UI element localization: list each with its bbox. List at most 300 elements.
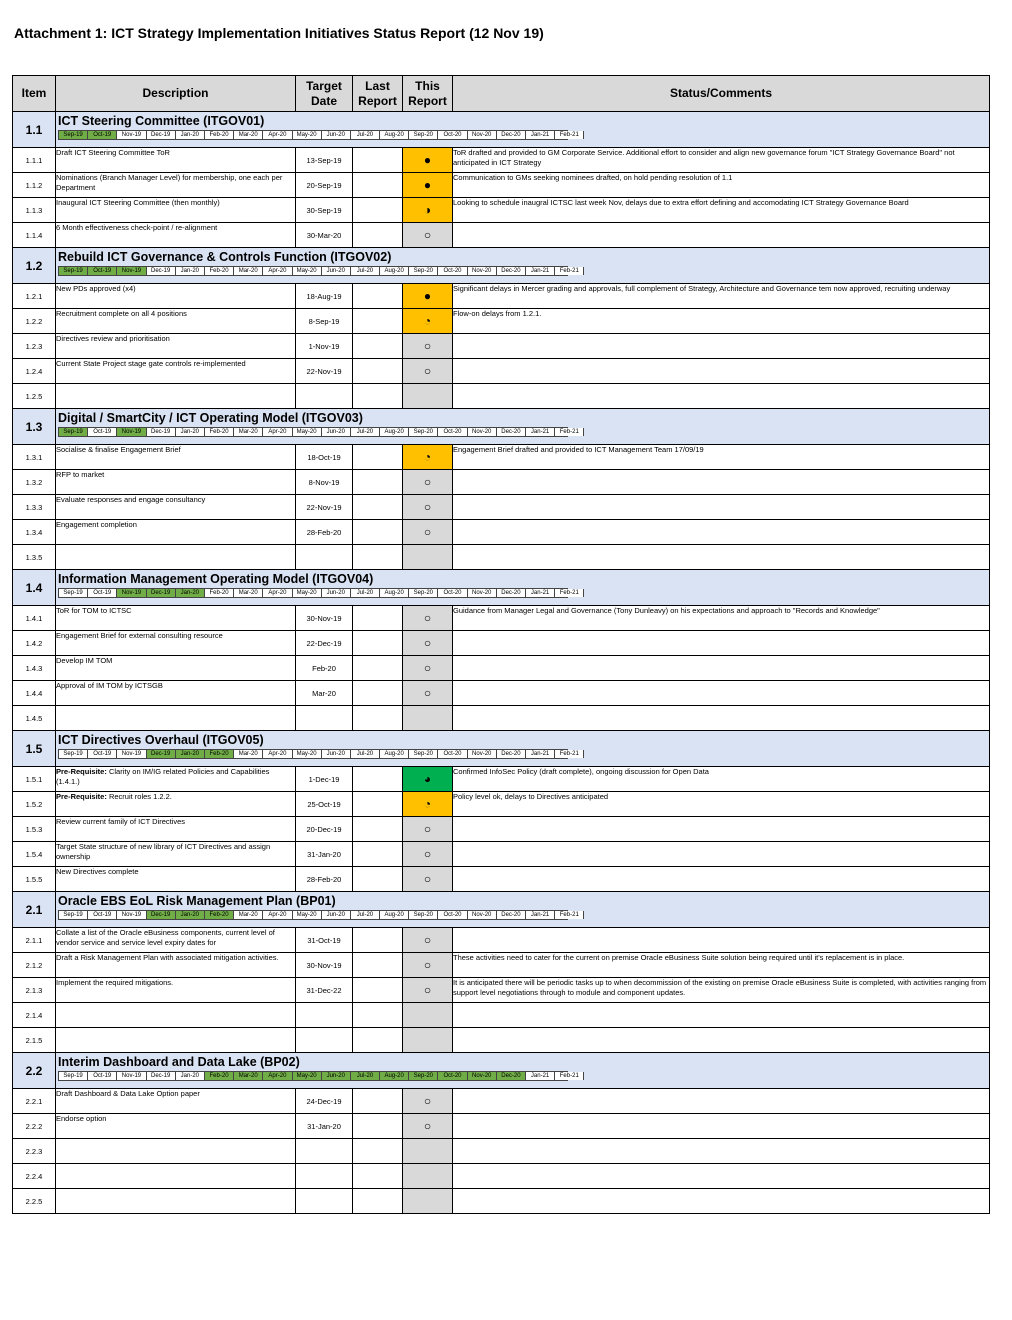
- target-date: 22-Dec-19: [296, 631, 353, 656]
- timeline-month: Mar-20: [234, 750, 263, 758]
- timeline-month: Feb-21: [555, 131, 584, 139]
- status-three-quarter-icon: ◕: [423, 772, 432, 786]
- status-comment: [453, 656, 990, 681]
- item-number: 1.3.4: [13, 520, 56, 545]
- section-number: 1.3: [13, 409, 56, 445]
- item-number: 1.1.3: [13, 198, 56, 223]
- last-report-cell: [353, 173, 403, 198]
- status-comment: [453, 470, 990, 495]
- timeline-month: Jan-20: [176, 1072, 205, 1080]
- timeline-month: Dec-19: [147, 428, 176, 436]
- target-date: [296, 1139, 353, 1164]
- status-comment: [453, 867, 990, 892]
- timeline-month: Apr-20: [263, 1072, 292, 1080]
- last-report-cell: [353, 198, 403, 223]
- description-text: Endorse option: [56, 1114, 107, 1123]
- timeline-month: Nov-19: [117, 911, 146, 919]
- item-description: [56, 1114, 296, 1139]
- timeline-months: [58, 588, 579, 598]
- status-empty-icon: ○: [423, 500, 432, 514]
- timeline-month: Jun-20: [322, 1072, 351, 1080]
- item-description: [56, 384, 296, 409]
- item-description: [56, 495, 296, 520]
- timeline-month: Jun-20: [322, 911, 351, 919]
- description-text: Engagement Brief for external consulting resource: [56, 631, 223, 640]
- section-header-row: [13, 1053, 990, 1089]
- item-number: 1.2.4: [13, 359, 56, 384]
- timeline-month: Oct-20: [438, 589, 467, 597]
- prerequisite-label: Pre-Requisite:: [56, 792, 107, 801]
- target-date: 30-Mar-20: [296, 223, 353, 248]
- table-row: [13, 309, 990, 334]
- timeline-month: Oct-20: [438, 131, 467, 139]
- timeline-month: Oct-20: [438, 750, 467, 758]
- status-quarter-icon: ◔: [423, 450, 432, 464]
- timeline-month: Feb-20: [205, 1072, 234, 1080]
- timeline-month: Dec-19: [147, 589, 176, 597]
- last-report-cell: [353, 470, 403, 495]
- item-description: [56, 1089, 296, 1114]
- description-text: 6 Month effectiveness check-point / re-alignment: [56, 223, 218, 232]
- header-item: Item: [13, 76, 56, 112]
- last-report-cell: [353, 631, 403, 656]
- item-description: [56, 1139, 296, 1164]
- timeline-month: Mar-20: [234, 131, 263, 139]
- this-report-cell: [403, 606, 453, 631]
- status-comment: [453, 1028, 990, 1053]
- target-date: 28-Feb-20: [296, 520, 353, 545]
- item-description: [56, 198, 296, 223]
- status-comment: [453, 681, 990, 706]
- status-report-table: [12, 75, 990, 1214]
- section-title: ICT Directives Overhaul (ITGOV05): [58, 733, 264, 747]
- description-text: Collate a list of the Oracle eBusiness components, current level of vendor service and service level expiry dates for: [56, 928, 275, 947]
- timeline-month: Nov-19: [117, 428, 146, 436]
- status-comment: [453, 495, 990, 520]
- last-report-cell: [353, 1139, 403, 1164]
- target-date: 28-Feb-20: [296, 867, 353, 892]
- item-number: 1.3.2: [13, 470, 56, 495]
- target-date: [296, 1003, 353, 1028]
- item-number: 1.2.3: [13, 334, 56, 359]
- this-report-cell: [403, 520, 453, 545]
- timeline-month: Dec-19: [147, 911, 176, 919]
- target-date: 30-Nov-19: [296, 953, 353, 978]
- item-description: [56, 867, 296, 892]
- item-description: [56, 1003, 296, 1028]
- status-empty-icon: ○: [423, 983, 432, 997]
- status-empty-icon: ○: [423, 1119, 432, 1133]
- table-row: [13, 198, 990, 223]
- status-empty-icon: ○: [423, 228, 432, 242]
- header-this-report: This Report: [403, 76, 453, 112]
- section-header: [56, 1053, 990, 1089]
- timeline-month: Nov-20: [468, 267, 497, 275]
- this-report-cell: [403, 1003, 453, 1028]
- table-row: [13, 1139, 990, 1164]
- description-text: Draft Dashboard & Data Lake Option paper: [56, 1089, 200, 1098]
- item-number: 1.5.2: [13, 792, 56, 817]
- section-title: Information Management Operating Model (ITGOV04): [58, 572, 374, 586]
- table-row: [13, 1164, 990, 1189]
- item-description: [56, 545, 296, 570]
- section-header: [56, 112, 990, 148]
- timeline-month: Oct-19: [88, 911, 117, 919]
- this-report-cell: [403, 953, 453, 978]
- timeline-month: Apr-20: [263, 750, 292, 758]
- last-report-cell: [353, 445, 403, 470]
- timeline-months: [58, 1071, 579, 1081]
- section-header: [56, 248, 990, 284]
- table-row: [13, 928, 990, 953]
- item-description: [56, 334, 296, 359]
- timeline-month: Mar-20: [234, 589, 263, 597]
- target-date: 20-Dec-19: [296, 817, 353, 842]
- timeline-month: Aug-20: [380, 267, 409, 275]
- timeline-month: Feb-21: [555, 589, 584, 597]
- this-report-cell: [403, 545, 453, 570]
- item-number: 1.5.5: [13, 867, 56, 892]
- description-text: Recruitment complete on all 4 positions: [56, 309, 187, 318]
- item-description: [56, 223, 296, 248]
- table-row: [13, 978, 990, 1003]
- this-report-cell: [403, 173, 453, 198]
- item-number: 2.1.2: [13, 953, 56, 978]
- last-report-cell: [353, 359, 403, 384]
- item-number: 1.2.5: [13, 384, 56, 409]
- this-report-cell: [403, 792, 453, 817]
- timeline-month: Feb-20: [205, 131, 234, 139]
- target-date: 1-Dec-19: [296, 767, 353, 792]
- table-row: [13, 1003, 990, 1028]
- this-report-cell: [403, 148, 453, 173]
- timeline-month: Dec-19: [147, 1072, 176, 1080]
- status-empty-icon: ○: [423, 822, 432, 836]
- last-report-cell: [353, 681, 403, 706]
- timeline-month: Jan-20: [176, 131, 205, 139]
- timeline-month: Jun-20: [322, 750, 351, 758]
- timeline-month: Jan-21: [526, 428, 555, 436]
- timeline-month: Mar-20: [234, 267, 263, 275]
- timeline-month: Oct-19: [88, 1072, 117, 1080]
- table-row: [13, 817, 990, 842]
- item-description: [56, 173, 296, 198]
- last-report-cell: [353, 1089, 403, 1114]
- status-comment: Engagement Brief drafted and provided to ICT Management Team 17/09/19: [453, 445, 990, 470]
- item-description: [56, 817, 296, 842]
- table-row: [13, 706, 990, 731]
- this-report-cell: [403, 470, 453, 495]
- target-date: 18-Aug-19: [296, 284, 353, 309]
- timeline-months: [58, 910, 579, 920]
- status-empty-icon: ○: [423, 958, 432, 972]
- last-report-cell: [353, 792, 403, 817]
- section-header: [56, 570, 990, 606]
- timeline-month: Nov-20: [468, 750, 497, 758]
- timeline-month: Apr-20: [263, 131, 292, 139]
- status-comment: [453, 1114, 990, 1139]
- status-comment: Guidance from Manager Legal and Governance (Tony Dunleavy) on his expectations and approach to "Records and Knowledge": [453, 606, 990, 631]
- status-empty-icon: ○: [423, 364, 432, 378]
- item-number: 1.1.2: [13, 173, 56, 198]
- target-date: 1-Nov-19: [296, 334, 353, 359]
- status-comment: [453, 1139, 990, 1164]
- timeline-month: Oct-19: [88, 750, 117, 758]
- this-report-cell: [403, 284, 453, 309]
- section-header: [56, 731, 990, 767]
- this-report-cell: [403, 1089, 453, 1114]
- this-report-cell: [403, 978, 453, 1003]
- item-number: 1.4.5: [13, 706, 56, 731]
- timeline-month: Aug-20: [380, 589, 409, 597]
- item-number: 2.2.5: [13, 1189, 56, 1214]
- this-report-cell: [403, 681, 453, 706]
- table-row: [13, 631, 990, 656]
- timeline-month: Apr-20: [263, 267, 292, 275]
- item-description: [56, 631, 296, 656]
- last-report-cell: [353, 309, 403, 334]
- timeline-month: Jun-20: [322, 428, 351, 436]
- timeline-month: Jan-21: [526, 267, 555, 275]
- timeline-month: Sep-19: [59, 131, 88, 139]
- last-report-cell: [353, 1003, 403, 1028]
- status-comment: [453, 359, 990, 384]
- item-number: 1.4.3: [13, 656, 56, 681]
- table-row: [13, 284, 990, 309]
- table-row: [13, 148, 990, 173]
- item-description: [56, 792, 296, 817]
- target-date: 30-Sep-19: [296, 198, 353, 223]
- section-title: ICT Steering Committee (ITGOV01): [58, 114, 265, 128]
- item-number: 2.2.3: [13, 1139, 56, 1164]
- table-row: [13, 384, 990, 409]
- timeline-month: Sep-19: [59, 267, 88, 275]
- status-empty-icon: ○: [423, 933, 432, 947]
- description-text: Recruit roles 1.2.2.: [106, 792, 172, 801]
- item-number: 1.4.1: [13, 606, 56, 631]
- timeline-month: Aug-20: [380, 1072, 409, 1080]
- this-report-cell: [403, 1028, 453, 1053]
- section-header-row: [13, 570, 990, 606]
- item-description: [56, 656, 296, 681]
- section-number: 1.4: [13, 570, 56, 606]
- section-header: [56, 892, 990, 928]
- this-report-cell: [403, 495, 453, 520]
- status-comment: [453, 928, 990, 953]
- target-date: 31-Oct-19: [296, 928, 353, 953]
- this-report-cell: [403, 631, 453, 656]
- target-date: 13-Sep-19: [296, 148, 353, 173]
- timeline-month: Mar-20: [234, 1072, 263, 1080]
- timeline-month: Dec-20: [497, 750, 526, 758]
- description-text: ToR for TOM to ICTSC: [56, 606, 132, 615]
- timeline-month: Apr-20: [263, 911, 292, 919]
- timeline-month: Feb-21: [555, 267, 584, 275]
- timeline-month: Nov-20: [468, 1072, 497, 1080]
- timeline-month: Jul-20: [351, 589, 380, 597]
- timeline-month: Jun-20: [322, 589, 351, 597]
- item-number: 1.3.5: [13, 545, 56, 570]
- status-comment: These activities need to cater for the current on premise Oracle eBusiness Suite solution being required until it's replacement is in place.: [453, 953, 990, 978]
- status-comment: [453, 817, 990, 842]
- last-report-cell: [353, 606, 403, 631]
- this-report-cell: [403, 1164, 453, 1189]
- timeline-month: Nov-19: [117, 1072, 146, 1080]
- status-comment: ToR drafted and provided to GM Corporate Service. Additional effort to consider and align new governance forum "ICT Strategy Governance Board" not anticipated in ICT Strategy: [453, 148, 990, 173]
- timeline-month: May-20: [293, 131, 322, 139]
- item-description: [56, 1164, 296, 1189]
- timeline-month: Nov-19: [117, 267, 146, 275]
- timeline-month: Dec-19: [147, 267, 176, 275]
- section-title: Digital / SmartCity / ICT Operating Model (ITGOV03): [58, 411, 363, 425]
- status-comment: [453, 1089, 990, 1114]
- status-half-icon: ◑: [423, 203, 432, 217]
- this-report-cell: [403, 1139, 453, 1164]
- timeline-month: Sep-20: [409, 267, 438, 275]
- timeline-month: Oct-19: [88, 428, 117, 436]
- timeline-month: Aug-20: [380, 750, 409, 758]
- prerequisite-label: Pre-Requisite:: [56, 767, 107, 776]
- timeline-month: Nov-19: [117, 131, 146, 139]
- status-empty-icon: ○: [423, 475, 432, 489]
- timeline-month: Jan-20: [176, 428, 205, 436]
- status-comment: [453, 334, 990, 359]
- status-comment: [453, 223, 990, 248]
- description-text: Approval of IM TOM by ICTSGB: [56, 681, 163, 690]
- timeline-month: Aug-20: [380, 428, 409, 436]
- description-text: Engagement completion: [56, 520, 137, 529]
- item-description: [56, 445, 296, 470]
- item-description: [56, 767, 296, 792]
- table-row: [13, 1028, 990, 1053]
- timeline-month: Oct-19: [88, 131, 117, 139]
- timeline-month: Dec-20: [497, 911, 526, 919]
- timeline-month: Oct-20: [438, 428, 467, 436]
- last-report-cell: [353, 284, 403, 309]
- status-comment: [453, 631, 990, 656]
- table-row: [13, 867, 990, 892]
- timeline-month: Jun-20: [322, 131, 351, 139]
- timeline-month: Jan-21: [526, 589, 555, 597]
- item-description: [56, 470, 296, 495]
- section-title: Oracle EBS EoL Risk Management Plan (BP01): [58, 894, 336, 908]
- timeline-month: Sep-19: [59, 911, 88, 919]
- status-empty-icon: ○: [423, 872, 432, 886]
- target-date: 31-Dec-22: [296, 978, 353, 1003]
- this-report-cell: [403, 384, 453, 409]
- table-row: [13, 1089, 990, 1114]
- last-report-cell: [353, 148, 403, 173]
- timeline-month: Nov-19: [117, 750, 146, 758]
- section-header: [56, 409, 990, 445]
- status-comment: [453, 842, 990, 867]
- target-date: [296, 545, 353, 570]
- this-report-cell: [403, 359, 453, 384]
- description-text: Target State structure of new library of ICT Directives and assign ownership: [56, 842, 271, 861]
- target-date: 25-Oct-19: [296, 792, 353, 817]
- target-date: 31-Jan-20: [296, 1114, 353, 1139]
- timeline-month: Sep-19: [59, 589, 88, 597]
- status-comment: It is anticipated there will be periodic tasks up to when decommission of the existing on premise Oracle eBusiness Suite is completed, with activities ranging from support level negotiations through to module and component updates.: [453, 978, 990, 1003]
- description-text: Evaluate responses and engage consultancy: [56, 495, 206, 504]
- item-number: 1.5.3: [13, 817, 56, 842]
- last-report-cell: [353, 495, 403, 520]
- this-report-cell: [403, 223, 453, 248]
- timeline-month: Oct-19: [88, 589, 117, 597]
- section-header-row: [13, 892, 990, 928]
- timeline-month: Sep-20: [409, 750, 438, 758]
- timeline-months: [58, 130, 579, 140]
- timeline-month: Jul-20: [351, 911, 380, 919]
- last-report-cell: [353, 545, 403, 570]
- item-number: 1.5.4: [13, 842, 56, 867]
- header-row: [13, 76, 990, 112]
- item-number: 2.1.4: [13, 1003, 56, 1028]
- table-row: [13, 545, 990, 570]
- section-number: 2.1: [13, 892, 56, 928]
- timeline-month: May-20: [293, 1072, 322, 1080]
- item-description: [56, 928, 296, 953]
- description-text: RFP to market: [56, 470, 105, 479]
- page-title: Attachment 1: ICT Strategy Implementation Initiatives Status Report (12 Nov 19): [14, 25, 544, 41]
- last-report-cell: [353, 928, 403, 953]
- target-date: [296, 706, 353, 731]
- item-description: [56, 681, 296, 706]
- item-number: 2.2.2: [13, 1114, 56, 1139]
- section-header-row: [13, 248, 990, 284]
- timeline-month: Jan-20: [176, 750, 205, 758]
- timeline-month: Sep-19: [59, 428, 88, 436]
- timeline-month: Feb-20: [205, 911, 234, 919]
- header-status-comments: Status/Comments: [453, 76, 990, 112]
- section-title: Rebuild ICT Governance & Controls Function (ITGOV02): [58, 250, 392, 264]
- timeline-month: Feb-20: [205, 428, 234, 436]
- timeline-month: Jan-21: [526, 131, 555, 139]
- target-date: 18-Oct-19: [296, 445, 353, 470]
- item-description: [56, 706, 296, 731]
- status-empty-icon: ○: [423, 661, 432, 675]
- timeline-months: [58, 266, 579, 276]
- timeline-month: Feb-20: [205, 267, 234, 275]
- status-empty-icon: ○: [423, 847, 432, 861]
- table-row: [13, 359, 990, 384]
- table-row: [13, 445, 990, 470]
- timeline-month: Aug-20: [380, 911, 409, 919]
- timeline-month: Jan-20: [176, 589, 205, 597]
- description-text: New Directives complete: [56, 867, 139, 876]
- timeline-month: Apr-20: [263, 428, 292, 436]
- status-comment: Significant delays in Mercer grading and approvals, full complement of Strategy, Architecture and Governance tem now approved, recruiting underway: [453, 284, 990, 309]
- section-number: 1.1: [13, 112, 56, 148]
- status-quarter-icon: ◔: [423, 797, 432, 811]
- description-text: Implement the required mitigations.: [56, 978, 174, 987]
- table-row: [13, 1114, 990, 1139]
- item-number: 1.4.4: [13, 681, 56, 706]
- table-row: [13, 520, 990, 545]
- status-comment: [453, 1164, 990, 1189]
- timeline-month: Feb-21: [555, 750, 584, 758]
- status-comment: [453, 1003, 990, 1028]
- status-comment: [453, 1189, 990, 1214]
- timeline-months: [58, 749, 579, 759]
- timeline-month: Feb-21: [555, 428, 584, 436]
- timeline-month: Jul-20: [351, 750, 380, 758]
- status-comment: Confirmed InfoSec Policy (draft complete), ongoing discussion for Open Data: [453, 767, 990, 792]
- item-description: [56, 1028, 296, 1053]
- timeline-month: Sep-20: [409, 428, 438, 436]
- timeline-month: Mar-20: [234, 911, 263, 919]
- timeline-month: Nov-19: [117, 589, 146, 597]
